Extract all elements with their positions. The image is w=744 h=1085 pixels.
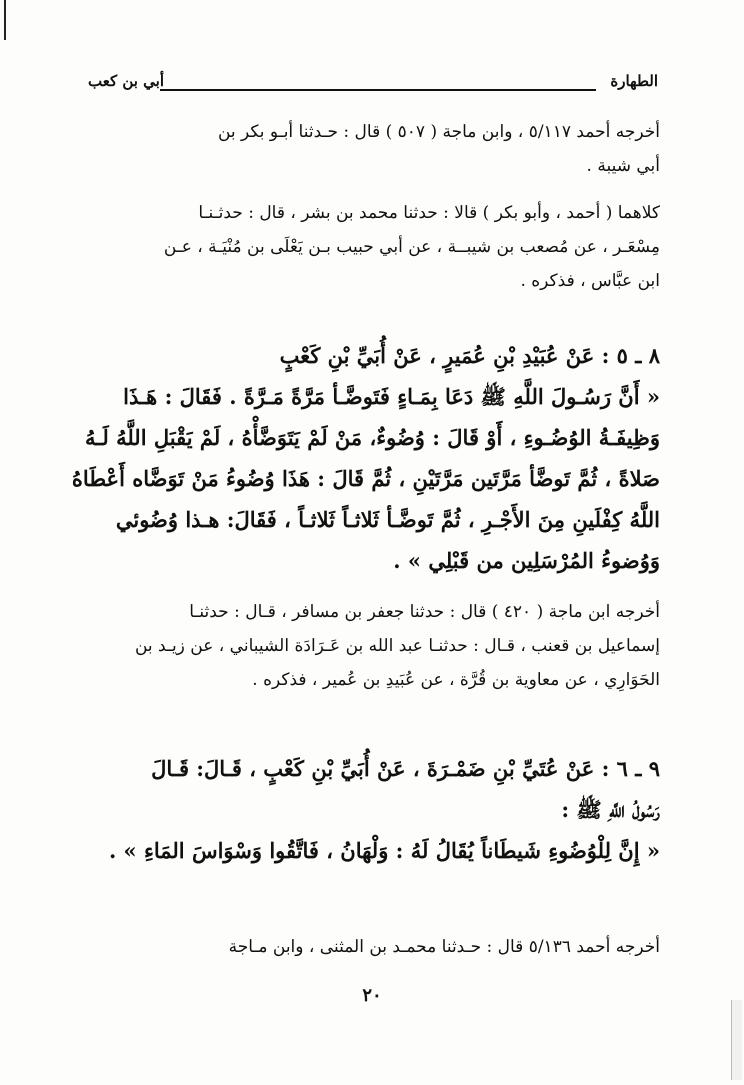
text-line: أبي شيبة . <box>586 156 660 176</box>
reference-paragraph-4 <box>88 930 660 964</box>
text-line: رَسُولُ اللَّهِ ﷺ : <box>561 797 660 822</box>
header-section-title: الطهارة <box>610 72 658 90</box>
text-line: الحَوَارِي ، عن معاوية بن قُرَّة ، عن عُبَيدِ بن عُمير ، فذكره . <box>252 670 660 690</box>
reference-paragraph-2 <box>88 196 660 298</box>
reference-paragraph-1 <box>88 115 660 183</box>
page-edge-shadow <box>731 1000 742 1080</box>
text-line: كلاهما ( أحمد ، وأبو بكر ) قالا : حدثنا محمد بن بشر ، قال : حدثـنـا <box>198 203 660 223</box>
text-line: « أَنَّ رَسُـولَ اللَّهِ ﷺ دَعَا بِمَـاءٍ فَتَوضَّـأ مَرَّةً مَـرَّةً . فَقَالَ : هَـذَا <box>123 384 660 409</box>
text-line: وَوُضوءُ المُرْسَلِين من قَبْلِي » . <box>393 548 660 573</box>
text-line: إسماعيل بن قعنب ، قـال : حدثنـا عبد الله بن عَـرَادَة الشيباني ، عن زيـد بن <box>134 636 660 656</box>
text-line: ٩ ـ ٦ : عَنْ عُتَيِّ بْنِ ضَمْـرَةَ ، عَنْ أُبَيِّ بْنِ كَعْبٍ ، قَـالَ: قَـالَ <box>151 756 660 781</box>
text-line: « إِنَّ لِلْوُضُوءِ شَيطَاناً يُقَالُ لَهُ : وَلْهَانُ ، فَاتَّقُوا وَسْوَاسَ المَاءِ » . <box>108 838 660 863</box>
header-rule <box>160 89 596 91</box>
header-chapter-title: أبي بن كعب <box>88 72 164 90</box>
text-line: ٨ ـ ٥ : عَنْ عُبَيْدِ بْنِ عُمَيرٍ ، عَنْ أُبَيِّ بْنِ كَعْبٍ <box>279 343 660 368</box>
text-line: أخرجه أحمد ٥/١٣٦ قال : حـدثنا محمـد بن المثنى ، وابن مـاجة <box>228 937 660 957</box>
reference-paragraph-3 <box>88 595 660 697</box>
running-header <box>88 68 658 98</box>
hadith-9 <box>88 748 660 871</box>
text-line: ابن عبَّاس ، فذكره . <box>520 271 660 291</box>
text-line: صَلاةً ، ثُمَّ تَوضَّأ مَرَّتَين مَرَّتَيْنِ ، ثُمَّ قَالَ : هَذَا وُضُوءُ مَنْ تَوَضَّاه أَعْطَاهُ <box>71 466 660 491</box>
text-line: وَظِيفَـةُ الوُضُـوءِ ، أَوْ قَالَ : وُضُوءٌ، مَنْ لَمْ يَتَوَضَّأْهُ ، لَمْ يَقْبَلِ اللَّهُ لَـهُ <box>84 425 660 450</box>
text-line: مِسْعَـر ، عن مُصعب بن شيبــة ، عن أبي حبيب بـن يَعْلَى بن مُنْيَـة ، عـن <box>163 237 660 257</box>
text-line: أخرجه ابن ماجة ( ٤٢٠ ) قال : حدثنا جعفر بن مسافر ، قـال : حدثنـا <box>189 602 660 622</box>
scan-edge-mark <box>4 0 6 40</box>
hadith-8 <box>71 335 660 581</box>
text-line: أخرجه أحمد ٥/١١٧ ، وابن ماجة ( ٥٠٧ ) قال : حـدثنا أبـو بكر بن <box>217 122 660 142</box>
page-number: ٢٠ <box>362 985 382 1006</box>
text-line: اللَّهُ كِفْلَينِ مِنَ الأَجْـرِ ، ثُمَّ تَوضَّـأ ثَلاثـاً ثَلاثـاً ، فَقَالَ: هـذا وُضُوئي <box>115 507 660 532</box>
